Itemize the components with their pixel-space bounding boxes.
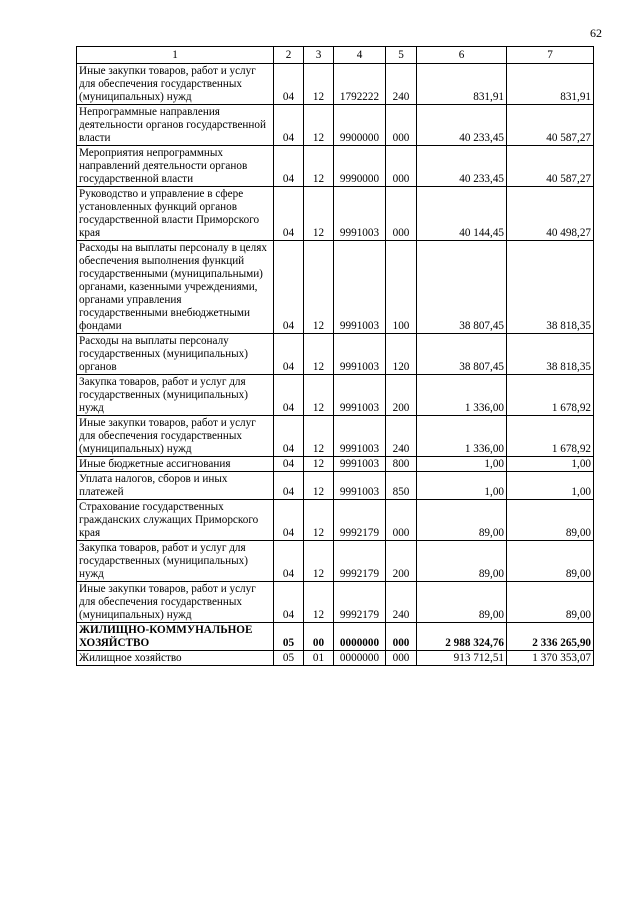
subsection-code-cell: 12 bbox=[304, 375, 334, 416]
budget-table bbox=[76, 46, 594, 666]
table-row bbox=[77, 416, 594, 457]
amount-col7-cell: 40 587,27 bbox=[507, 146, 594, 187]
amount-col7-cell: 1 370 353,07 bbox=[507, 651, 594, 666]
section-code-cell: 04 bbox=[274, 187, 304, 241]
row-name-cell: Иные закупки товаров, работ и услуг для обеспечения государственных (муниципальных) нужд bbox=[77, 416, 274, 457]
target-article-cell: 9991003 bbox=[334, 416, 386, 457]
table-row bbox=[77, 334, 594, 375]
amount-col7-cell: 38 818,35 bbox=[507, 241, 594, 334]
expense-type-cell: 200 bbox=[386, 375, 417, 416]
column-header: 3 bbox=[304, 47, 334, 64]
section-code-cell: 04 bbox=[274, 416, 304, 457]
section-code-cell: 04 bbox=[274, 334, 304, 375]
amount-col6-cell: 1,00 bbox=[417, 457, 507, 472]
subsection-code-cell: 12 bbox=[304, 472, 334, 500]
table-row bbox=[77, 64, 594, 105]
expense-type-cell: 000 bbox=[386, 623, 417, 651]
subsection-code-cell: 12 bbox=[304, 64, 334, 105]
subsection-code-cell: 12 bbox=[304, 416, 334, 457]
amount-col7-cell: 40 498,27 bbox=[507, 187, 594, 241]
target-article-cell: 9992179 bbox=[334, 541, 386, 582]
amount-col6-cell: 89,00 bbox=[417, 582, 507, 623]
target-article-cell: 9991003 bbox=[334, 241, 386, 334]
section-code-cell: 04 bbox=[274, 457, 304, 472]
section-code-cell: 04 bbox=[274, 500, 304, 541]
column-header: 2 bbox=[274, 47, 304, 64]
amount-col6-cell: 89,00 bbox=[417, 541, 507, 582]
amount-col6-cell: 1 336,00 bbox=[417, 375, 507, 416]
row-name-cell: Жилищное хозяйство bbox=[77, 651, 274, 666]
expense-type-cell: 000 bbox=[386, 146, 417, 187]
row-name-cell: Уплата налогов, сборов и иных платежей bbox=[77, 472, 274, 500]
amount-col6-cell: 2 988 324,76 bbox=[417, 623, 507, 651]
subsection-code-cell: 12 bbox=[304, 457, 334, 472]
page-number: 62 bbox=[590, 26, 602, 40]
column-header: 6 bbox=[417, 47, 507, 64]
target-article-cell: 9991003 bbox=[334, 472, 386, 500]
target-article-cell: 0000000 bbox=[334, 651, 386, 666]
subsection-code-cell: 12 bbox=[304, 105, 334, 146]
table-row bbox=[77, 241, 594, 334]
row-name-cell: Закупка товаров, работ и услуг для государственных (муниципальных) нужд bbox=[77, 375, 274, 416]
amount-col7-cell: 89,00 bbox=[507, 500, 594, 541]
amount-col7-cell: 1 678,92 bbox=[507, 416, 594, 457]
expense-type-cell: 240 bbox=[386, 416, 417, 457]
section-code-cell: 05 bbox=[274, 651, 304, 666]
target-article-cell: 9990000 bbox=[334, 146, 386, 187]
table-row bbox=[77, 105, 594, 146]
subsection-code-cell: 12 bbox=[304, 582, 334, 623]
section-code-cell: 04 bbox=[274, 64, 304, 105]
column-header: 5 bbox=[386, 47, 417, 64]
target-article-cell: 0000000 bbox=[334, 623, 386, 651]
row-name-cell: Расходы на выплаты персоналу в целях обеспечения выполнения функций государственными (муниципальными) органами, казенными учреждениями, органами управления государственными внебюджетными фондами bbox=[77, 241, 274, 334]
amount-col7-cell: 40 587,27 bbox=[507, 105, 594, 146]
amount-col7-cell: 2 336 265,90 bbox=[507, 623, 594, 651]
table-row bbox=[77, 457, 594, 472]
table-row bbox=[77, 472, 594, 500]
amount-col6-cell: 40 233,45 bbox=[417, 105, 507, 146]
expense-type-cell: 100 bbox=[386, 241, 417, 334]
section-code-cell: 04 bbox=[274, 582, 304, 623]
expense-type-cell: 000 bbox=[386, 500, 417, 541]
expense-type-cell: 800 bbox=[386, 457, 417, 472]
amount-col6-cell: 89,00 bbox=[417, 500, 507, 541]
table-row bbox=[77, 623, 594, 651]
expense-type-cell: 000 bbox=[386, 187, 417, 241]
row-name-cell: Иные бюджетные ассигнования bbox=[77, 457, 274, 472]
row-name-cell: Закупка товаров, работ и услуг для государственных (муниципальных) нужд bbox=[77, 541, 274, 582]
amount-col7-cell: 831,91 bbox=[507, 64, 594, 105]
target-article-cell: 9992179 bbox=[334, 500, 386, 541]
subsection-code-cell: 12 bbox=[304, 146, 334, 187]
table-row bbox=[77, 651, 594, 666]
expense-type-cell: 000 bbox=[386, 105, 417, 146]
subsection-code-cell: 12 bbox=[304, 334, 334, 375]
expense-type-cell: 240 bbox=[386, 64, 417, 105]
amount-col7-cell: 89,00 bbox=[507, 541, 594, 582]
target-article-cell: 9900000 bbox=[334, 105, 386, 146]
amount-col6-cell: 40 233,45 bbox=[417, 146, 507, 187]
subsection-code-cell: 12 bbox=[304, 541, 334, 582]
amount-col6-cell: 1,00 bbox=[417, 472, 507, 500]
amount-col7-cell: 38 818,35 bbox=[507, 334, 594, 375]
amount-col6-cell: 913 712,51 bbox=[417, 651, 507, 666]
section-code-cell: 04 bbox=[274, 146, 304, 187]
row-name-cell: Иные закупки товаров, работ и услуг для обеспечения государственных (муниципальных) нужд bbox=[77, 582, 274, 623]
table-row bbox=[77, 582, 594, 623]
column-header: 1 bbox=[77, 47, 274, 64]
subsection-code-cell: 12 bbox=[304, 500, 334, 541]
expense-type-cell: 120 bbox=[386, 334, 417, 375]
amount-col6-cell: 831,91 bbox=[417, 64, 507, 105]
header-row bbox=[77, 47, 594, 64]
table-row bbox=[77, 375, 594, 416]
target-article-cell: 9992179 bbox=[334, 582, 386, 623]
target-article-cell: 1792222 bbox=[334, 64, 386, 105]
row-name-cell: Иные закупки товаров, работ и услуг для обеспечения государственных (муниципальных) нужд bbox=[77, 64, 274, 105]
section-code-cell: 04 bbox=[274, 105, 304, 146]
target-article-cell: 9991003 bbox=[334, 375, 386, 416]
target-article-cell: 9991003 bbox=[334, 187, 386, 241]
column-header: 4 bbox=[334, 47, 386, 64]
expense-type-cell: 200 bbox=[386, 541, 417, 582]
row-name-cell: Расходы на выплаты персоналу государственных (муниципальных) органов bbox=[77, 334, 274, 375]
section-code-cell: 04 bbox=[274, 241, 304, 334]
section-code-cell: 04 bbox=[274, 541, 304, 582]
amount-col7-cell: 1,00 bbox=[507, 472, 594, 500]
row-name-cell: ЖИЛИЩНО-КОММУНАЛЬНОЕ ХОЗЯЙСТВО bbox=[77, 623, 274, 651]
row-name-cell: Мероприятия непрограммных направлений деятельности органов государственной власти bbox=[77, 146, 274, 187]
amount-col7-cell: 89,00 bbox=[507, 582, 594, 623]
subsection-code-cell: 00 bbox=[304, 623, 334, 651]
table-row bbox=[77, 541, 594, 582]
subsection-code-cell: 01 bbox=[304, 651, 334, 666]
target-article-cell: 9991003 bbox=[334, 457, 386, 472]
amount-col7-cell: 1 678,92 bbox=[507, 375, 594, 416]
row-name-cell: Непрограммные направления деятельности органов государственной власти bbox=[77, 105, 274, 146]
amount-col6-cell: 38 807,45 bbox=[417, 334, 507, 375]
section-code-cell: 05 bbox=[274, 623, 304, 651]
expense-type-cell: 240 bbox=[386, 582, 417, 623]
section-code-cell: 04 bbox=[274, 375, 304, 416]
amount-col6-cell: 1 336,00 bbox=[417, 416, 507, 457]
amount-col6-cell: 40 144,45 bbox=[417, 187, 507, 241]
subsection-code-cell: 12 bbox=[304, 241, 334, 334]
table-row bbox=[77, 500, 594, 541]
column-header: 7 bbox=[507, 47, 594, 64]
row-name-cell: Страхование государственных гражданских служащих Приморского края bbox=[77, 500, 274, 541]
target-article-cell: 9991003 bbox=[334, 334, 386, 375]
amount-col7-cell: 1,00 bbox=[507, 457, 594, 472]
amount-col6-cell: 38 807,45 bbox=[417, 241, 507, 334]
subsection-code-cell: 12 bbox=[304, 187, 334, 241]
section-code-cell: 04 bbox=[274, 472, 304, 500]
table-row bbox=[77, 187, 594, 241]
expense-type-cell: 000 bbox=[386, 651, 417, 666]
row-name-cell: Руководство и управление в сфере установленных функций органов государственной власти Приморского края bbox=[77, 187, 274, 241]
expense-type-cell: 850 bbox=[386, 472, 417, 500]
table-row bbox=[77, 146, 594, 187]
